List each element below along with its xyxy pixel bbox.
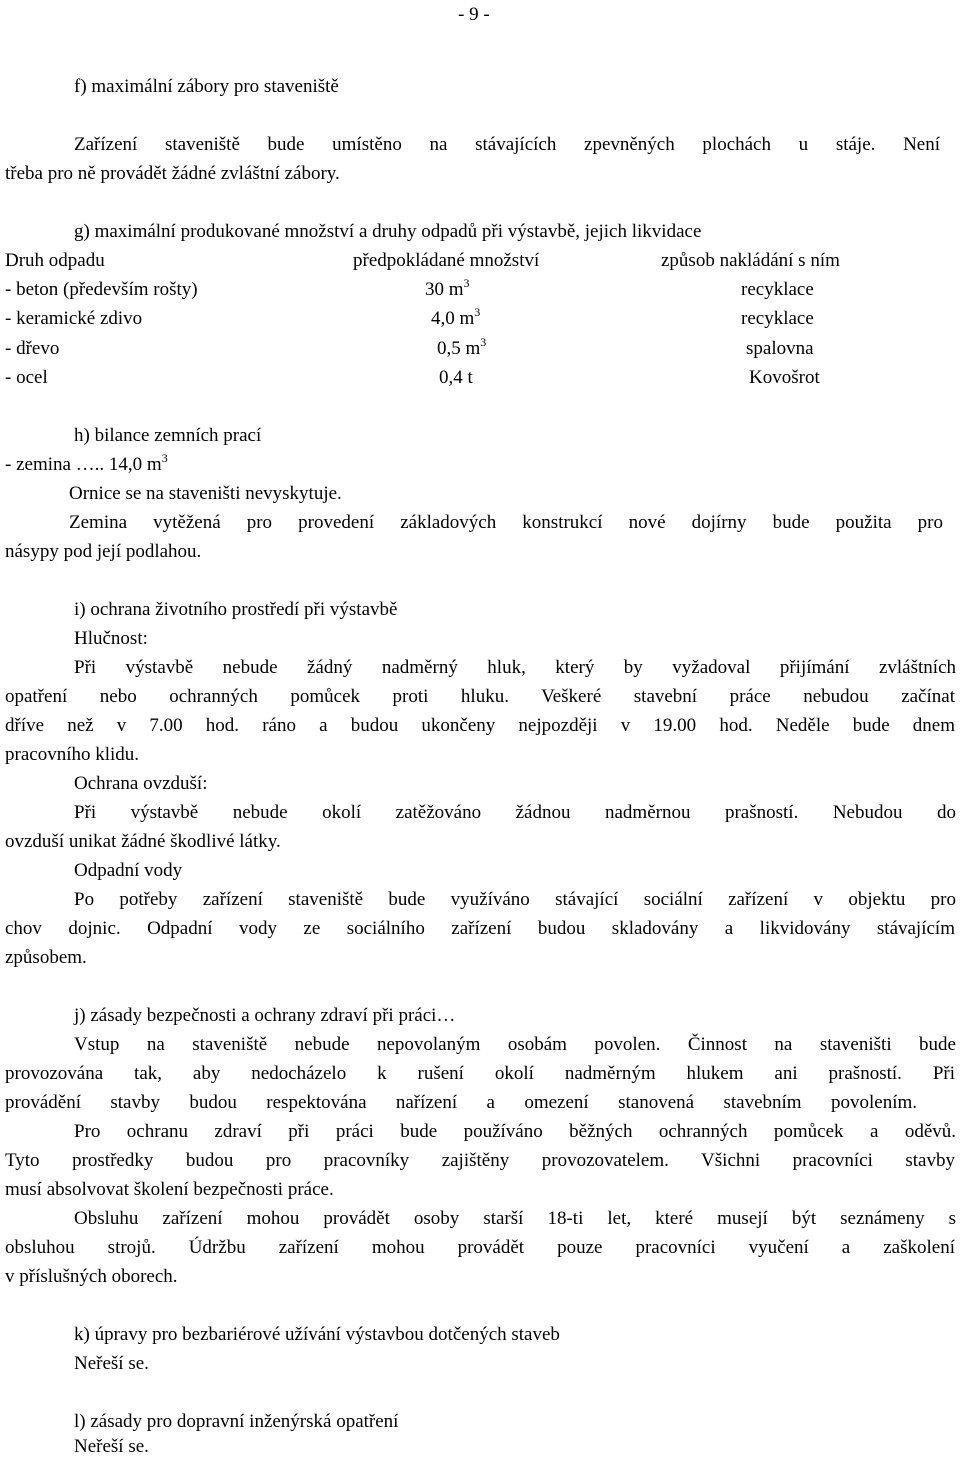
waste-table-header-handling: způsob nakládání s ním <box>661 250 840 271</box>
waste-amount: 4,0 $m^3$ <box>431 305 481 329</box>
section-j-line: musí absolvovat školení bezpečnosti práce. <box>5 1179 334 1200</box>
waste-type: - keramické zdivo <box>5 308 143 329</box>
water-line: způsobem. <box>5 947 87 968</box>
waste-handling: recyklace <box>741 308 814 329</box>
section-j-line: Vstup na staveniště nebude nepovolaným osobám povolen. Činnost na staveništi bude <box>74 1034 956 1055</box>
unit-superscript: 3 <box>480 335 487 349</box>
waste-handling: spalovna <box>746 338 814 359</box>
water-line: chov dojnic. Odpadní vody ze sociálního zařízení budou skladovány a likvidovány stávajícím <box>5 918 955 939</box>
air-line: ovzduší unikat žádné škodlivé látky. <box>5 831 281 852</box>
section-k-text: Neřeší se. <box>74 1353 149 1374</box>
noise-line: opatření nebo ochranných pomůcek proti hluku. Veškeré stavební práce nebudou začínat <box>5 686 955 707</box>
air-title: Ochrana ovzduší: <box>74 773 208 794</box>
page-number: - 9 - <box>458 4 490 25</box>
unit-superscript: 3 <box>463 276 470 290</box>
air-line: Při výstavbě nebude okolí zatěžováno žádnou nadměrnou prašností. Nebudou do <box>74 802 956 823</box>
waste-handling: Kovošrot <box>749 367 820 388</box>
waste-table-header-amount: předpokládané množství <box>353 250 540 271</box>
section-j-line: Tyto prostředky budou pro pracovníky zajištěny provozovatelem. Všichni pracovníci stavby <box>5 1150 955 1171</box>
section-f-line: Zařízení staveniště bude umístěno na stávajících zpevněných plochách u stáje. Není <box>74 134 940 155</box>
unit-superscript: 3 <box>161 451 168 465</box>
unit-superscript: 3 <box>474 305 481 319</box>
waste-type: - ocel <box>5 367 48 388</box>
section-j-line: provádění stavby budou respektována nařízení a omezení stanovená stavebním povolením. <box>5 1092 917 1113</box>
section-g-heading: g) maximální produkované množství a druhy odpadů při výstavbě, jejich likvidace <box>74 221 702 242</box>
section-h-line: Zemina vytěžená pro provedení základových konstrukcí nové dojírny bude použita pro <box>69 512 943 533</box>
section-j-line: Pro ochranu zdraví při práci bude používáno běžných ochranných pomůcek a oděvů. <box>74 1121 956 1142</box>
waste-amount: 0,5 $m^3$ <box>437 335 487 359</box>
soil-balance: - zemina ….. 14,0 $m^3$ <box>5 451 168 475</box>
section-f-heading: f) maximální zábory pro staveniště <box>74 76 339 97</box>
waste-handling: recyklace <box>741 279 814 300</box>
section-j-line: Obsluhu zařízení mohou provádět osoby starší 18-ti let, které musejí být seznámeny s <box>74 1208 956 1229</box>
section-h-heading: h) bilance zemních prací <box>74 425 262 446</box>
waste-amount: 0,4 t <box>439 367 473 388</box>
noise-line: dříve než v 7.00 hod. ráno a budou ukončeny nejpozději v 19.00 hod. Neděle bude dnem <box>5 715 955 736</box>
section-k-heading: k) úpravy pro bezbariérové užívání výstavbou dotčených staveb <box>74 1324 560 1345</box>
section-l-text: Neřeší se. <box>74 1436 149 1457</box>
waste-type: - dřevo <box>5 338 60 359</box>
waste-table-header-type: Druh odpadu <box>5 250 105 271</box>
section-j-line: v příslušných oborech. <box>5 1266 178 1287</box>
noise-line: pracovního klidu. <box>5 744 140 765</box>
waste-amount: 30 $m^3$ <box>425 276 470 300</box>
noise-line: Při výstavbě nebude žádný nadměrný hluk, který by vyžadoval přijímání zvláštních <box>74 657 956 678</box>
water-line: Po potřeby zařízení staveniště bude využíváno stávající sociální zařízení v objektu pro <box>74 889 956 910</box>
noise-title: Hlučnost: <box>74 628 148 649</box>
waste-type: - beton (především rošty) <box>5 279 198 300</box>
section-h-line: násypy pod její podlahou. <box>5 541 202 562</box>
water-title: Odpadní vody <box>74 860 183 881</box>
section-j-heading: j) zásady bezpečnosti a ochrany zdraví při práci… <box>74 1005 456 1026</box>
section-h-line: Ornice se na staveništi nevyskytuje. <box>69 483 342 504</box>
section-j-line: obsluhou strojů. Údržbu zařízení mohou provádět pouze pracovníci vyučení a zaškolení <box>5 1237 955 1258</box>
section-f-line: třeba pro ně provádět žádné zvláštní zábory. <box>5 163 340 184</box>
section-j-line: provozována tak, aby nedocházelo k rušení okolí nadměrným hlukem ani prašností. Při <box>5 1063 955 1084</box>
section-i-heading: i) ochrana životního prostředí při výstavbě <box>74 599 398 620</box>
section-l-heading: l) zásady pro dopravní inženýrská opatření <box>74 1411 399 1432</box>
